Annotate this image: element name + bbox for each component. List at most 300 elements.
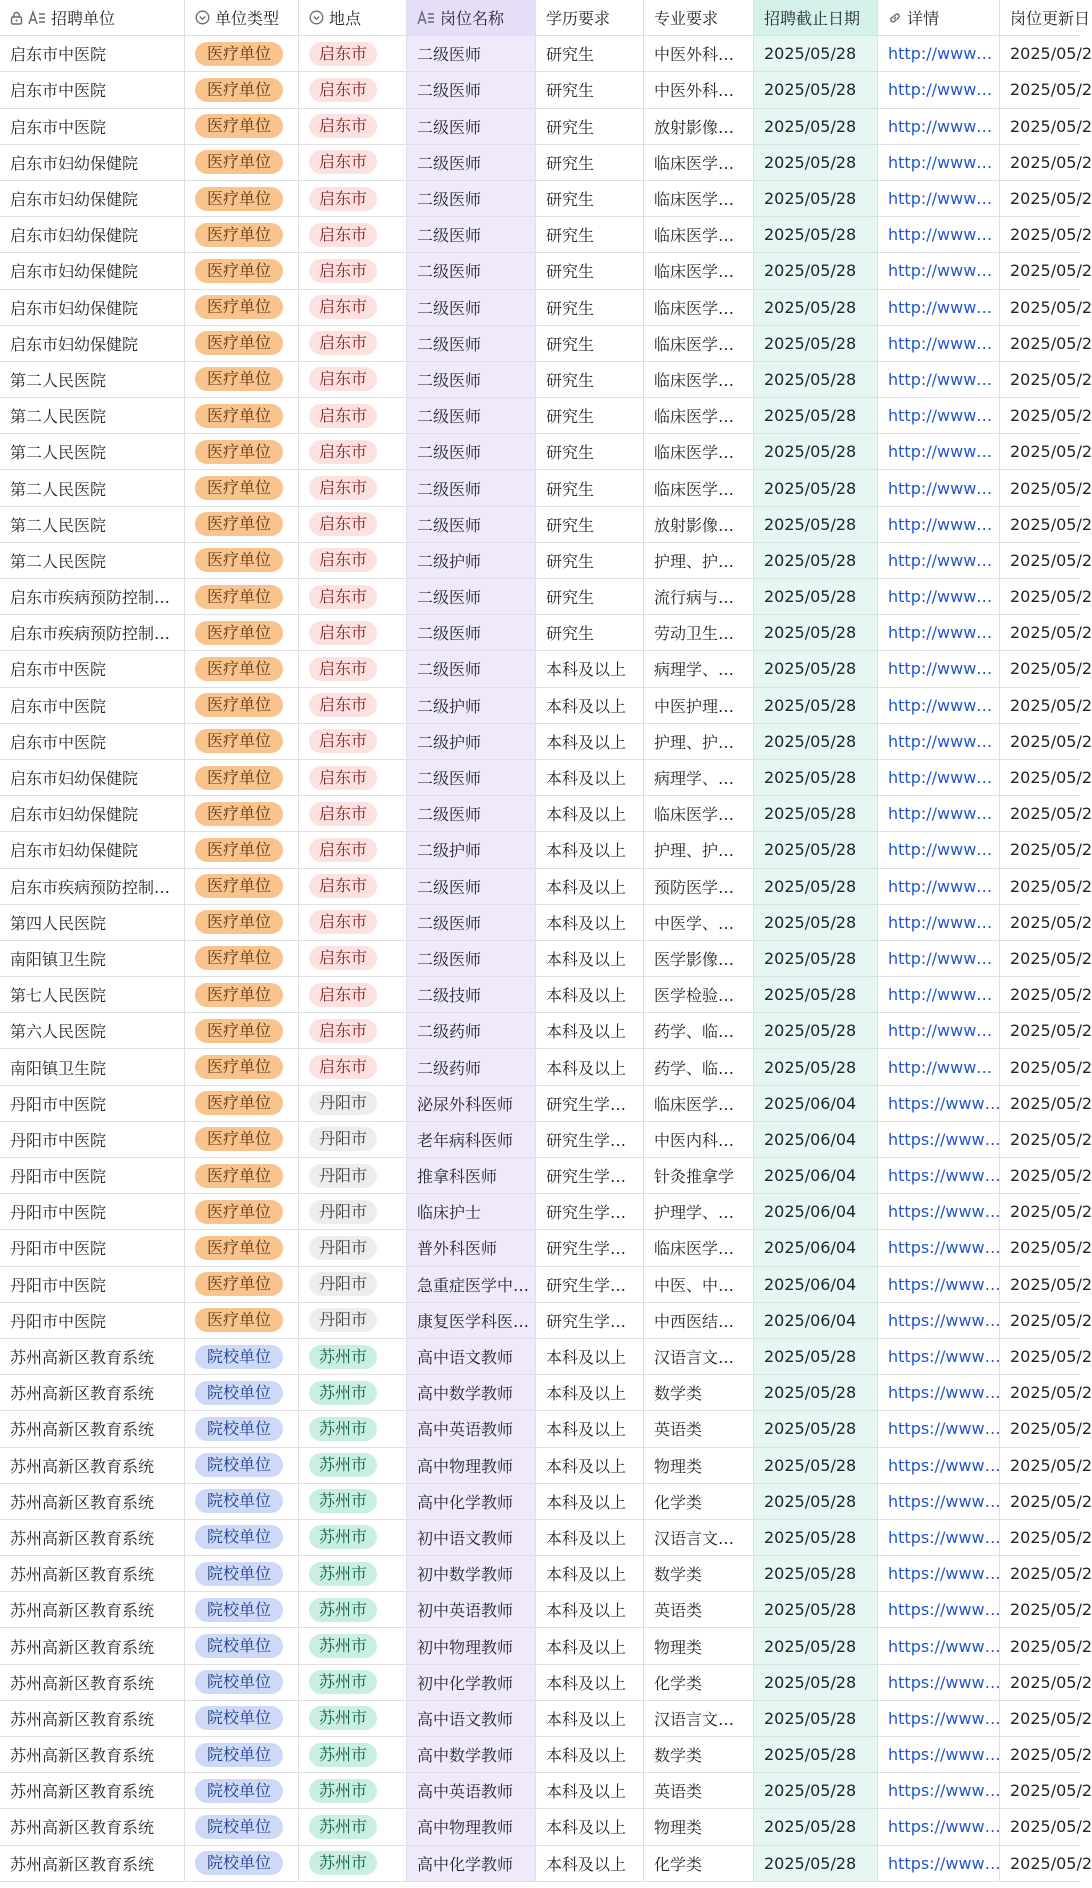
column-header-location[interactable]: [299, 0, 407, 36]
cell-updated[interactable]: [1000, 1592, 1092, 1628]
cell-type[interactable]: [185, 1628, 299, 1664]
details-link[interactable]: http://www…: [888, 948, 993, 968]
cell-unit[interactable]: [0, 796, 185, 832]
cell-details[interactable]: [878, 1339, 1000, 1375]
cell-major[interactable]: [644, 1303, 754, 1339]
cell-position[interactable]: [407, 1520, 536, 1556]
cell-updated[interactable]: [1000, 326, 1092, 362]
cell-position[interactable]: [407, 1809, 536, 1845]
table-row[interactable]: [0, 1158, 1092, 1194]
cell-details[interactable]: [878, 1846, 1000, 1882]
cell-location[interactable]: [299, 1122, 407, 1158]
cell-position[interactable]: [407, 724, 536, 760]
cell-deadline[interactable]: [754, 290, 878, 326]
cell-type[interactable]: [185, 145, 299, 181]
cell-location[interactable]: [299, 362, 407, 398]
cell-education[interactable]: [536, 905, 644, 941]
cell-education[interactable]: [536, 1086, 644, 1122]
cell-deadline[interactable]: [754, 36, 878, 72]
cell-position[interactable]: [407, 362, 536, 398]
cell-position[interactable]: [407, 1194, 536, 1230]
cell-location[interactable]: [299, 1230, 407, 1266]
cell-updated[interactable]: [1000, 579, 1092, 615]
cell-deadline[interactable]: [754, 1846, 878, 1882]
cell-type[interactable]: [185, 1665, 299, 1701]
cell-location[interactable]: [299, 1448, 407, 1484]
table-row[interactable]: [0, 507, 1092, 543]
cell-location[interactable]: [299, 1086, 407, 1122]
cell-updated[interactable]: [1000, 1267, 1092, 1303]
table-row[interactable]: [0, 1086, 1092, 1122]
cell-type[interactable]: [185, 724, 299, 760]
cell-details[interactable]: [878, 1013, 1000, 1049]
table-row[interactable]: [0, 1773, 1092, 1809]
cell-updated[interactable]: [1000, 543, 1092, 579]
cell-details[interactable]: [878, 796, 1000, 832]
cell-deadline[interactable]: [754, 1628, 878, 1664]
cell-deadline[interactable]: [754, 1592, 878, 1628]
cell-type[interactable]: [185, 651, 299, 687]
cell-location[interactable]: [299, 543, 407, 579]
cell-position[interactable]: [407, 145, 536, 181]
cell-position[interactable]: [407, 1122, 536, 1158]
cell-education[interactable]: [536, 290, 644, 326]
cell-details[interactable]: [878, 398, 1000, 434]
cell-deadline[interactable]: [754, 1411, 878, 1447]
cell-details[interactable]: [878, 1448, 1000, 1484]
cell-updated[interactable]: [1000, 253, 1092, 289]
cell-major[interactable]: [644, 1339, 754, 1375]
cell-position[interactable]: [407, 507, 536, 543]
details-link[interactable]: https://www…: [888, 1129, 1001, 1149]
cell-details[interactable]: [878, 1375, 1000, 1411]
cell-education[interactable]: [536, 1737, 644, 1773]
cell-position[interactable]: [407, 869, 536, 905]
cell-type[interactable]: [185, 1773, 299, 1809]
table-row[interactable]: [0, 1267, 1092, 1303]
details-link[interactable]: http://www…: [888, 840, 993, 860]
cell-deadline[interactable]: [754, 1665, 878, 1701]
cell-position[interactable]: [407, 543, 536, 579]
cell-unit[interactable]: [0, 1556, 185, 1592]
cell-unit[interactable]: [0, 1520, 185, 1556]
cell-major[interactable]: [644, 1484, 754, 1520]
cell-education[interactable]: [536, 688, 644, 724]
table-row[interactable]: [0, 579, 1092, 615]
cell-details[interactable]: [878, 724, 1000, 760]
table-row[interactable]: [0, 109, 1092, 145]
cell-type[interactable]: [185, 1122, 299, 1158]
details-link[interactable]: http://www…: [888, 623, 993, 643]
cell-major[interactable]: [644, 1773, 754, 1809]
table-row[interactable]: [0, 1809, 1092, 1845]
details-link[interactable]: http://www…: [888, 406, 993, 426]
cell-updated[interactable]: [1000, 1773, 1092, 1809]
cell-location[interactable]: [299, 724, 407, 760]
cell-location[interactable]: [299, 1484, 407, 1520]
cell-unit[interactable]: [0, 1773, 185, 1809]
table-row[interactable]: [0, 869, 1092, 905]
cell-deadline[interactable]: [754, 1267, 878, 1303]
cell-deadline[interactable]: [754, 1122, 878, 1158]
cell-major[interactable]: [644, 688, 754, 724]
details-link[interactable]: https://www…: [888, 1491, 1001, 1511]
cell-updated[interactable]: [1000, 217, 1092, 253]
cell-type[interactable]: [185, 1701, 299, 1737]
cell-type[interactable]: [185, 1158, 299, 1194]
cell-updated[interactable]: [1000, 1230, 1092, 1266]
cell-position[interactable]: [407, 796, 536, 832]
cell-education[interactable]: [536, 760, 644, 796]
table-row[interactable]: [0, 905, 1092, 941]
cell-deadline[interactable]: [754, 181, 878, 217]
cell-updated[interactable]: [1000, 290, 1092, 326]
cell-major[interactable]: [644, 1267, 754, 1303]
cell-position[interactable]: [407, 1773, 536, 1809]
cell-deadline[interactable]: [754, 615, 878, 651]
column-header-type[interactable]: [185, 0, 299, 36]
cell-position[interactable]: [407, 1737, 536, 1773]
cell-major[interactable]: [644, 1086, 754, 1122]
table-row[interactable]: [0, 688, 1092, 724]
cell-position[interactable]: [407, 109, 536, 145]
cell-location[interactable]: [299, 470, 407, 506]
table-row[interactable]: [0, 724, 1092, 760]
cell-position[interactable]: [407, 1701, 536, 1737]
cell-major[interactable]: [644, 760, 754, 796]
cell-position[interactable]: [407, 941, 536, 977]
table-row[interactable]: [0, 1194, 1092, 1230]
cell-type[interactable]: [185, 217, 299, 253]
table-row[interactable]: [0, 362, 1092, 398]
cell-position[interactable]: [407, 1158, 536, 1194]
cell-education[interactable]: [536, 1701, 644, 1737]
cell-unit[interactable]: [0, 1846, 185, 1882]
cell-major[interactable]: [644, 1737, 754, 1773]
cell-education[interactable]: [536, 507, 644, 543]
details-link[interactable]: http://www…: [888, 369, 993, 389]
cell-location[interactable]: [299, 1013, 407, 1049]
cell-deadline[interactable]: [754, 1158, 878, 1194]
cell-education[interactable]: [536, 977, 644, 1013]
details-link[interactable]: http://www…: [888, 659, 993, 679]
cell-unit[interactable]: [0, 615, 185, 651]
cell-position[interactable]: [407, 434, 536, 470]
cell-location[interactable]: [299, 1194, 407, 1230]
details-link[interactable]: http://www…: [888, 261, 993, 281]
cell-position[interactable]: [407, 688, 536, 724]
cell-education[interactable]: [536, 181, 644, 217]
cell-type[interactable]: [185, 1520, 299, 1556]
table-row[interactable]: [0, 796, 1092, 832]
cell-unit[interactable]: [0, 398, 185, 434]
cell-updated[interactable]: [1000, 1846, 1092, 1882]
cell-position[interactable]: [407, 1375, 536, 1411]
cell-position[interactable]: [407, 1049, 536, 1085]
cell-unit[interactable]: [0, 724, 185, 760]
table-row[interactable]: [0, 470, 1092, 506]
cell-unit[interactable]: [0, 1122, 185, 1158]
cell-position[interactable]: [407, 1846, 536, 1882]
cell-major[interactable]: [644, 941, 754, 977]
cell-position[interactable]: [407, 181, 536, 217]
cell-major[interactable]: [644, 1158, 754, 1194]
cell-type[interactable]: [185, 1267, 299, 1303]
cell-type[interactable]: [185, 290, 299, 326]
table-row[interactable]: [0, 1628, 1092, 1664]
cell-unit[interactable]: [0, 1592, 185, 1628]
cell-unit[interactable]: [0, 543, 185, 579]
cell-education[interactable]: [536, 724, 644, 760]
cell-updated[interactable]: [1000, 651, 1092, 687]
table-row[interactable]: [0, 1013, 1092, 1049]
cell-location[interactable]: [299, 977, 407, 1013]
cell-major[interactable]: [644, 72, 754, 108]
cell-location[interactable]: [299, 905, 407, 941]
column-header-details[interactable]: [878, 0, 1000, 36]
cell-position[interactable]: [407, 36, 536, 72]
cell-location[interactable]: [299, 36, 407, 72]
details-link[interactable]: https://www…: [888, 1238, 1001, 1258]
cell-unit[interactable]: [0, 434, 185, 470]
details-link[interactable]: https://www…: [888, 1274, 1001, 1294]
cell-location[interactable]: [299, 579, 407, 615]
cell-position[interactable]: [407, 651, 536, 687]
cell-deadline[interactable]: [754, 941, 878, 977]
cell-updated[interactable]: [1000, 1701, 1092, 1737]
cell-major[interactable]: [644, 1701, 754, 1737]
cell-location[interactable]: [299, 1158, 407, 1194]
cell-position[interactable]: [407, 326, 536, 362]
cell-position[interactable]: [407, 1628, 536, 1664]
cell-unit[interactable]: [0, 36, 185, 72]
cell-updated[interactable]: [1000, 1339, 1092, 1375]
cell-updated[interactable]: [1000, 869, 1092, 905]
cell-unit[interactable]: [0, 941, 185, 977]
cell-position[interactable]: [407, 470, 536, 506]
cell-position[interactable]: [407, 832, 536, 868]
table-row[interactable]: [0, 145, 1092, 181]
cell-major[interactable]: [644, 796, 754, 832]
details-link[interactable]: http://www…: [888, 876, 993, 896]
cell-deadline[interactable]: [754, 1773, 878, 1809]
details-link[interactable]: http://www…: [888, 514, 993, 534]
cell-deadline[interactable]: [754, 832, 878, 868]
details-link[interactable]: https://www…: [888, 1527, 1001, 1547]
cell-type[interactable]: [185, 1846, 299, 1882]
table-row[interactable]: [0, 181, 1092, 217]
column-header-unit[interactable]: [0, 0, 185, 36]
cell-major[interactable]: [644, 1049, 754, 1085]
cell-unit[interactable]: [0, 1665, 185, 1701]
cell-unit[interactable]: [0, 760, 185, 796]
cell-education[interactable]: [536, 145, 644, 181]
cell-details[interactable]: [878, 977, 1000, 1013]
cell-details[interactable]: [878, 832, 1000, 868]
cell-deadline[interactable]: [754, 688, 878, 724]
cell-deadline[interactable]: [754, 905, 878, 941]
cell-updated[interactable]: [1000, 1122, 1092, 1158]
cell-type[interactable]: [185, 36, 299, 72]
cell-updated[interactable]: [1000, 145, 1092, 181]
cell-unit[interactable]: [0, 905, 185, 941]
table-row[interactable]: [0, 1375, 1092, 1411]
cell-location[interactable]: [299, 1556, 407, 1592]
cell-education[interactable]: [536, 217, 644, 253]
cell-education[interactable]: [536, 72, 644, 108]
cell-deadline[interactable]: [754, 326, 878, 362]
cell-major[interactable]: [644, 470, 754, 506]
cell-unit[interactable]: [0, 1339, 185, 1375]
cell-education[interactable]: [536, 470, 644, 506]
cell-type[interactable]: [185, 1303, 299, 1339]
cell-type[interactable]: [185, 1809, 299, 1845]
table-row[interactable]: [0, 36, 1092, 72]
cell-details[interactable]: [878, 1701, 1000, 1737]
cell-updated[interactable]: [1000, 796, 1092, 832]
cell-position[interactable]: [407, 977, 536, 1013]
cell-position[interactable]: [407, 760, 536, 796]
cell-major[interactable]: [644, 434, 754, 470]
cell-unit[interactable]: [0, 290, 185, 326]
table-row[interactable]: [0, 760, 1092, 796]
cell-major[interactable]: [644, 362, 754, 398]
cell-type[interactable]: [185, 1049, 299, 1085]
details-link[interactable]: http://www…: [888, 189, 993, 209]
cell-type[interactable]: [185, 688, 299, 724]
details-link[interactable]: https://www…: [888, 1853, 1001, 1873]
cell-unit[interactable]: [0, 1267, 185, 1303]
cell-education[interactable]: [536, 253, 644, 289]
cell-location[interactable]: [299, 1701, 407, 1737]
cell-education[interactable]: [536, 362, 644, 398]
cell-details[interactable]: [878, 760, 1000, 796]
cell-deadline[interactable]: [754, 796, 878, 832]
cell-details[interactable]: [878, 290, 1000, 326]
cell-details[interactable]: [878, 1773, 1000, 1809]
table-row[interactable]: [0, 398, 1092, 434]
cell-updated[interactable]: [1000, 760, 1092, 796]
cell-education[interactable]: [536, 1049, 644, 1085]
cell-type[interactable]: [185, 470, 299, 506]
cell-major[interactable]: [644, 1122, 754, 1158]
cell-type[interactable]: [185, 326, 299, 362]
cell-deadline[interactable]: [754, 1086, 878, 1122]
cell-major[interactable]: [644, 1556, 754, 1592]
cell-major[interactable]: [644, 217, 754, 253]
cell-location[interactable]: [299, 72, 407, 108]
details-link[interactable]: http://www…: [888, 1057, 993, 1077]
details-link[interactable]: http://www…: [888, 478, 993, 498]
cell-unit[interactable]: [0, 1628, 185, 1664]
cell-type[interactable]: [185, 941, 299, 977]
cell-updated[interactable]: [1000, 1484, 1092, 1520]
details-link[interactable]: http://www…: [888, 116, 993, 136]
cell-type[interactable]: [185, 977, 299, 1013]
cell-deadline[interactable]: [754, 1520, 878, 1556]
cell-updated[interactable]: [1000, 1158, 1092, 1194]
cell-details[interactable]: [878, 181, 1000, 217]
cell-education[interactable]: [536, 1665, 644, 1701]
cell-major[interactable]: [644, 181, 754, 217]
cell-type[interactable]: [185, 796, 299, 832]
cell-deadline[interactable]: [754, 977, 878, 1013]
cell-unit[interactable]: [0, 1013, 185, 1049]
cell-major[interactable]: [644, 145, 754, 181]
cell-education[interactable]: [536, 1628, 644, 1664]
details-link[interactable]: https://www…: [888, 1745, 1001, 1765]
cell-type[interactable]: [185, 1375, 299, 1411]
cell-location[interactable]: [299, 651, 407, 687]
cell-unit[interactable]: [0, 977, 185, 1013]
cell-deadline[interactable]: [754, 1737, 878, 1773]
cell-type[interactable]: [185, 1556, 299, 1592]
cell-major[interactable]: [644, 109, 754, 145]
cell-major[interactable]: [644, 1230, 754, 1266]
cell-updated[interactable]: [1000, 615, 1092, 651]
cell-details[interactable]: [878, 869, 1000, 905]
cell-updated[interactable]: [1000, 688, 1092, 724]
cell-deadline[interactable]: [754, 1194, 878, 1230]
cell-updated[interactable]: [1000, 1375, 1092, 1411]
cell-updated[interactable]: [1000, 724, 1092, 760]
cell-major[interactable]: [644, 832, 754, 868]
cell-details[interactable]: [878, 1411, 1000, 1447]
table-row[interactable]: [0, 1049, 1092, 1085]
table-row[interactable]: [0, 326, 1092, 362]
cell-details[interactable]: [878, 1665, 1000, 1701]
cell-type[interactable]: [185, 579, 299, 615]
cell-deadline[interactable]: [754, 579, 878, 615]
cell-deadline[interactable]: [754, 543, 878, 579]
cell-updated[interactable]: [1000, 832, 1092, 868]
cell-position[interactable]: [407, 1086, 536, 1122]
cell-education[interactable]: [536, 1809, 644, 1845]
table-row[interactable]: [0, 253, 1092, 289]
cell-education[interactable]: [536, 869, 644, 905]
details-link[interactable]: https://www…: [888, 1383, 1001, 1403]
cell-position[interactable]: [407, 579, 536, 615]
cell-deadline[interactable]: [754, 72, 878, 108]
cell-major[interactable]: [644, 1448, 754, 1484]
cell-details[interactable]: [878, 543, 1000, 579]
cell-unit[interactable]: [0, 1809, 185, 1845]
details-link[interactable]: https://www…: [888, 1347, 1001, 1367]
cell-position[interactable]: [407, 1411, 536, 1447]
cell-unit[interactable]: [0, 1086, 185, 1122]
cell-position[interactable]: [407, 1303, 536, 1339]
cell-location[interactable]: [299, 869, 407, 905]
cell-deadline[interactable]: [754, 398, 878, 434]
cell-deadline[interactable]: [754, 434, 878, 470]
table-row[interactable]: [0, 832, 1092, 868]
details-link[interactable]: https://www…: [888, 1708, 1001, 1728]
cell-type[interactable]: [185, 1737, 299, 1773]
cell-position[interactable]: [407, 72, 536, 108]
cell-unit[interactable]: [0, 651, 185, 687]
cell-deadline[interactable]: [754, 651, 878, 687]
cell-education[interactable]: [536, 434, 644, 470]
cell-education[interactable]: [536, 1375, 644, 1411]
cell-education[interactable]: [536, 36, 644, 72]
details-link[interactable]: http://www…: [888, 985, 993, 1005]
cell-deadline[interactable]: [754, 1556, 878, 1592]
cell-updated[interactable]: [1000, 1809, 1092, 1845]
cell-education[interactable]: [536, 1592, 644, 1628]
table-row[interactable]: [0, 1737, 1092, 1773]
cell-unit[interactable]: [0, 1194, 185, 1230]
details-link[interactable]: https://www…: [888, 1310, 1001, 1330]
